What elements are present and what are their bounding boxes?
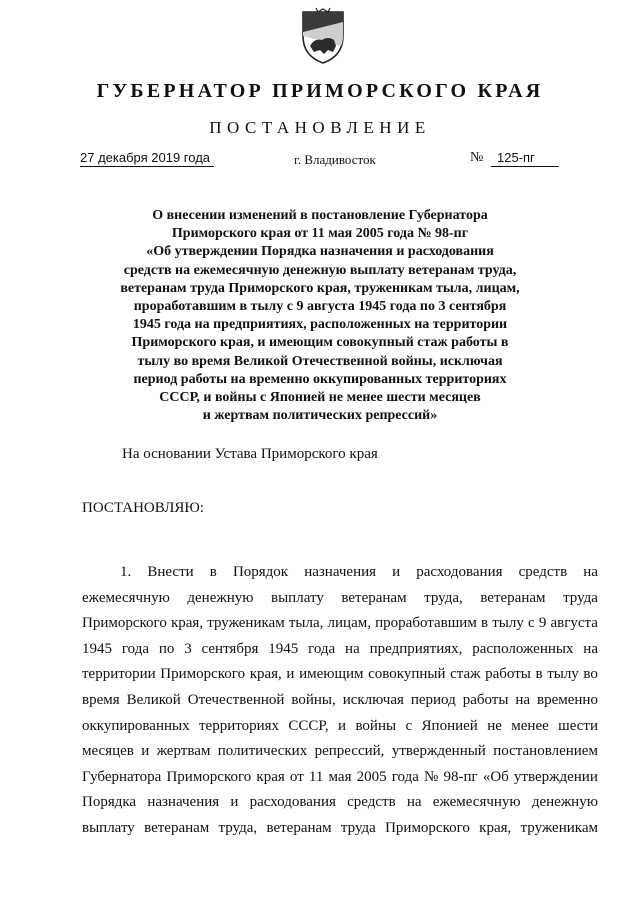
body-word: года [121, 640, 149, 657]
body-word: ежемесячную [82, 589, 170, 606]
issuing-authority: ГУБЕРНАТОР ПРИМОРСКОГО КРАЯ [96, 80, 544, 102]
body-word: на [406, 794, 422, 811]
title-line: Приморского края, и имеющим совокупный стаж работы в [131, 335, 509, 351]
body-word: «Об [482, 768, 509, 785]
body-word: края [256, 768, 285, 785]
title-line: и жертвам политических репрессий» [202, 408, 438, 424]
document-date: 27 декабря 2019 года [80, 150, 214, 167]
body-word: труда, [218, 819, 258, 836]
title-line: СССР, и войны с Японией не менее шести месяцев [159, 390, 481, 406]
body-word: Порядка [82, 794, 137, 811]
body-word: труда [563, 589, 598, 606]
body-word: 1. [120, 564, 132, 580]
body-word: Внести [147, 564, 194, 580]
body-word: выплату [82, 819, 135, 836]
title-line: средств на ежемесячную денежную выплату ветеранам труда, [123, 262, 517, 278]
decree-heading: ПОСТАНОВЛЯЮ: [82, 500, 204, 516]
body-word: денежную [531, 794, 598, 811]
body-word: в [480, 615, 489, 632]
body-word: на [345, 640, 360, 657]
body-word: утвержденный [391, 743, 486, 760]
body-word: репрессий, [314, 743, 385, 760]
body-line [82, 714, 598, 740]
body-word: войны, [291, 691, 336, 708]
body-word: и [230, 794, 239, 811]
body-word: августа [550, 615, 598, 632]
body-word: проработавшим [375, 615, 477, 632]
body-word: 1945 [82, 640, 112, 657]
body-line [82, 739, 598, 765]
body-word: территории [82, 666, 156, 683]
body-word: предприятиях, [369, 640, 463, 657]
body-word: с [528, 615, 535, 632]
body-word: Порядок [232, 564, 289, 580]
body-word: края, [479, 819, 512, 836]
body-word: Приморского [82, 615, 167, 632]
body-word: по [158, 640, 175, 657]
body-word: труженикам [207, 615, 285, 632]
body-word: работы [462, 691, 509, 708]
body-word: совокупный [368, 666, 446, 683]
title-line: ветеранам труда Приморского края, труженикам тыла, лицам, [120, 280, 520, 296]
body-word: временно [537, 691, 598, 708]
body-word: политических [217, 743, 308, 760]
body-word: 98-пг [443, 768, 478, 785]
body-word: труда, [424, 589, 463, 606]
body-word: месяцев [82, 743, 134, 760]
body-word: 3 [184, 640, 192, 657]
body-word: оккупированных [82, 717, 190, 734]
body-line [82, 611, 598, 637]
title-line: тылу во время Великой Отечественной войны, исключая [137, 353, 503, 369]
body-word: период [410, 691, 456, 708]
body-word: от [289, 768, 304, 785]
body-word: тылу [547, 666, 579, 683]
body-word: средств [518, 564, 568, 580]
body-word: 2005 [356, 768, 387, 785]
body-word: Приморского [166, 768, 252, 785]
body-word: 11 [308, 768, 324, 785]
body-word: время [82, 691, 120, 708]
body-word: труженикам [520, 819, 598, 836]
body-word: Отечественной [187, 691, 285, 708]
body-word: 1945 [268, 640, 299, 657]
body-line [82, 816, 598, 842]
title-line: 1945 года на предприятиях, расположенных на территории [132, 317, 508, 333]
body-word: жертвам [156, 743, 211, 760]
body-word: сентября [201, 640, 259, 657]
body-word: тылу [492, 615, 524, 632]
title-line: проработавшим в тылу с 9 августа 1945 года по 3 сентября [133, 299, 507, 315]
body-line [82, 560, 598, 586]
body-word: края, [170, 615, 204, 632]
body-word: края, [249, 666, 282, 683]
body-line [82, 765, 598, 791]
body-word: расположенных [472, 640, 574, 657]
document-type: ПОСТАНОВЛЕНИЕ [209, 118, 431, 137]
title-line: «Об утверждении Порядка назначения и расходования [146, 244, 494, 260]
body-line [82, 688, 598, 714]
body-word: Губернатора [82, 768, 162, 785]
coat-of-arms-icon [298, 6, 348, 66]
body-word: шести [558, 717, 598, 734]
body-word: № [424, 768, 439, 785]
body-word: утверждении [513, 768, 598, 785]
body-word: и [338, 717, 347, 734]
body-line [82, 662, 598, 688]
body-word: Японией [421, 717, 478, 734]
body-line [82, 637, 598, 663]
body-word: тыла, [288, 615, 324, 632]
body-word: на [583, 640, 598, 657]
body-word: 9 [538, 615, 547, 632]
body-word: Приморского [385, 819, 470, 836]
body-word: не [487, 717, 502, 734]
title-line: О внесении изменений в постановление Губернатора [152, 208, 488, 223]
body-word: Приморского [160, 666, 246, 683]
body-word: менее [511, 717, 549, 734]
body-word: исключая [342, 691, 404, 708]
body-word: года [391, 768, 419, 785]
body-word: средств [347, 794, 396, 811]
body-word: ежемесячную [432, 794, 521, 811]
body-word: мая [328, 768, 352, 785]
body-word: стаж [450, 666, 481, 683]
body-word: года [308, 640, 336, 657]
legal-basis: На основании Устава Приморского края [122, 446, 378, 462]
body-word: на [583, 564, 598, 580]
body-word: ветеранам [266, 819, 332, 836]
body-word: в [209, 564, 217, 580]
document-number: 125-пг [491, 150, 559, 167]
title-line: период работы на временно оккупированных территориях [133, 371, 507, 387]
body-word: расходования [249, 794, 336, 811]
body-word: ветеранам [341, 589, 407, 606]
body-paragraph [82, 560, 598, 842]
body-word: выплату [271, 589, 324, 606]
body-word: в [535, 666, 543, 683]
body-word: имеющим [299, 666, 364, 683]
body-word: войны [355, 717, 397, 734]
body-word: труда [340, 819, 376, 836]
body-word: назначения [147, 794, 220, 811]
body-word: территориях [198, 717, 280, 734]
body-word: назначения [304, 564, 377, 580]
body-word: расходования [416, 564, 503, 580]
body-word: лицам, [327, 615, 371, 632]
body-line [82, 790, 598, 816]
title-line: Приморского края от 11 мая 2005 года № 98-пг [171, 226, 469, 242]
body-word: во [583, 666, 598, 683]
body-word: денежную [187, 589, 254, 606]
body-word: Великой [126, 691, 181, 708]
document-city: г. Владивосток [294, 152, 376, 167]
number-sign: № [470, 150, 484, 165]
body-word: и [141, 743, 150, 760]
body-word: ветеранам [144, 819, 210, 836]
body-word: ветеранам [480, 589, 546, 606]
body-word: и [392, 564, 401, 580]
body-word: работы [485, 666, 531, 683]
body-word: и [286, 666, 295, 683]
body-word: с [405, 717, 413, 734]
document-title [80, 207, 560, 425]
body-word: постановлением [493, 743, 598, 760]
body-word: СССР, [288, 717, 329, 734]
body-word: на [515, 691, 531, 708]
body-line [82, 586, 598, 612]
